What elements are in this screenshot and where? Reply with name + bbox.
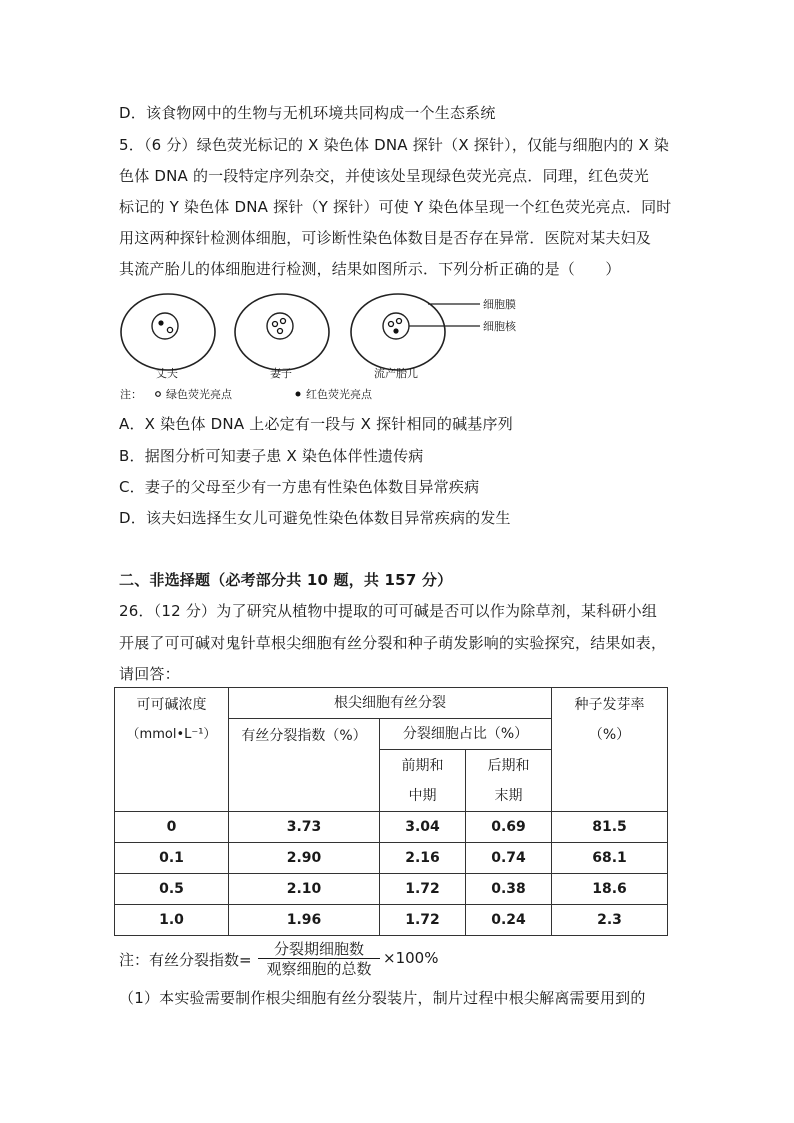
table-cell: 0.5 bbox=[115, 874, 229, 905]
red-dot bbox=[393, 328, 398, 333]
cell-label-husband: 丈夫 bbox=[156, 367, 178, 380]
q5-option-d: D．该夫妇选择生女儿可避免性染色体数目异常疾病的发生 bbox=[119, 509, 511, 527]
table-cell: 2.90 bbox=[229, 843, 380, 874]
table-row bbox=[115, 812, 668, 843]
cell-label-wife: 妻子 bbox=[270, 367, 292, 380]
table-cell: 0.38 bbox=[466, 874, 552, 905]
membrane-label: 细胞膜 bbox=[483, 298, 516, 311]
table-row bbox=[115, 874, 668, 905]
red-dot bbox=[158, 320, 163, 325]
cell-fetus bbox=[351, 294, 445, 380]
green-dot bbox=[278, 329, 283, 334]
germination-header-label: 种子发芽率 bbox=[574, 697, 645, 713]
cell-husband bbox=[121, 294, 215, 380]
table-cell: 1.72 bbox=[380, 874, 466, 905]
anaphase-telophase-line-2: 末期 bbox=[494, 787, 523, 804]
figure-note-prefix: 注： bbox=[120, 388, 142, 401]
nucleus-label: 细胞核 bbox=[483, 320, 516, 333]
q5-stem-line-1: 5．（6 分）绿色荧光标记的 X 染色体 DNA 探针（X 探针），仅能与细胞内的 X 染 bbox=[119, 136, 670, 154]
cocoa-alkaloid-results-table bbox=[114, 687, 668, 936]
cell-nucleus bbox=[267, 313, 293, 339]
formula-suffix: ×100% bbox=[383, 949, 439, 967]
q5-option-b: B．据图分析可知妻子患 X 染色体伴性遗传病 bbox=[119, 447, 424, 465]
section-2-title: 二、非选择题（必考部分共 10 题，共 157 分） bbox=[119, 571, 453, 589]
table-cell: 1.96 bbox=[229, 905, 380, 936]
formula-denominator: 观察细胞的总数 bbox=[266, 960, 372, 978]
concentration-header-label: 可可碱浓度 bbox=[136, 697, 207, 713]
q26-stem-line-2: 开展了可可碱对鬼针草根尖细胞有丝分裂和种子萌发影响的实验探究，结果如表， bbox=[119, 634, 667, 652]
cell-label-fetus: 流产胎儿 bbox=[374, 367, 418, 380]
green-legend-icon bbox=[156, 392, 161, 397]
table-cell: 0.24 bbox=[466, 905, 552, 936]
concentration-header bbox=[115, 688, 229, 812]
table-cell: 0.1 bbox=[115, 843, 229, 874]
q5-stem-line-5: 其流产胎儿的体细胞进行检测，结果如图所示．下列分析正确的是（ ） bbox=[119, 260, 621, 278]
table-cell: 3.73 bbox=[229, 812, 380, 843]
table-row bbox=[115, 905, 668, 936]
q26-stem-line-1: 26．（12 分）为了研究从植物中提取的可可碱是否可以作为除草剂，某科研小组 bbox=[119, 602, 658, 620]
q26-stem-line-3: 请回答： bbox=[119, 665, 180, 683]
formula-fraction bbox=[258, 940, 380, 979]
table-cell: 2.16 bbox=[380, 843, 466, 874]
cell-nucleus bbox=[383, 313, 409, 339]
anaphase-telophase-line-1: 后期和 bbox=[487, 757, 530, 774]
table-cell: 0.69 bbox=[466, 812, 552, 843]
table-cell: 1.0 bbox=[115, 905, 229, 936]
table-cell: 68.1 bbox=[552, 843, 668, 874]
cell-nucleus bbox=[152, 313, 178, 339]
prophase-metaphase-line-1: 前期和 bbox=[401, 757, 444, 774]
q4-option-d: D．该食物网中的生物与无机环境共同构成一个生态系统 bbox=[119, 104, 496, 122]
q5-option-c: C．妻子的父母至少有一方患有性染色体数目异常疾病 bbox=[119, 478, 480, 496]
concentration-unit: （mmol•L⁻¹） bbox=[126, 727, 217, 742]
table-cell: 3.04 bbox=[380, 812, 466, 843]
germination-header bbox=[552, 688, 668, 812]
q5-stem-line-3: 标记的 Y 染色体 DNA 探针（Y 探针）可使 Y 染色体呈现一个红色荧光亮点．同时 bbox=[119, 198, 672, 216]
red-legend-icon bbox=[296, 392, 301, 397]
green-legend-label: 绿色荧光亮点 bbox=[166, 388, 232, 401]
table-cell: 81.5 bbox=[552, 812, 668, 843]
phase-ratio-header: 分裂细胞占比（%） bbox=[380, 719, 552, 750]
table-cell: 2.3 bbox=[552, 905, 668, 936]
table-cell: 2.10 bbox=[229, 874, 380, 905]
q26-subquestion-1: （1）本实验需要制作根尖细胞有丝分裂装片，制片过程中根尖解离需要用到的 bbox=[119, 989, 646, 1007]
cell-wife bbox=[235, 294, 329, 380]
green-dot bbox=[397, 319, 402, 324]
green-dot bbox=[389, 322, 394, 327]
prophase-metaphase-line-2: 中期 bbox=[408, 787, 437, 804]
table-cell: 0 bbox=[115, 812, 229, 843]
green-dot bbox=[281, 319, 286, 324]
q5-option-a: A．X 染色体 DNA 上必定有一段与 X 探针相同的碱基序列 bbox=[119, 415, 513, 433]
mitotic-index-header: 有丝分裂指数（%） bbox=[229, 719, 380, 812]
germination-unit: （%） bbox=[588, 727, 631, 743]
table-row bbox=[115, 843, 668, 874]
prophase-metaphase-header bbox=[380, 750, 466, 812]
formula-numerator: 分裂期细胞数 bbox=[258, 940, 380, 959]
cell-probe-figure bbox=[118, 292, 558, 410]
green-dot bbox=[273, 322, 278, 327]
q5-stem-line-4: 用这两种探针检测体细胞，可诊断性染色体数目是否存在异常．医院对某夫妇及 bbox=[119, 229, 652, 247]
green-dot bbox=[167, 327, 172, 332]
table-cell: 0.74 bbox=[466, 843, 552, 874]
anaphase-telophase-header bbox=[466, 750, 552, 812]
formula-prefix: 注：有丝分裂指数= bbox=[119, 951, 252, 969]
mitosis-group-header: 根尖细胞有丝分裂 bbox=[229, 688, 552, 719]
table-cell: 1.72 bbox=[380, 905, 466, 936]
table-cell: 18.6 bbox=[552, 874, 668, 905]
q5-stem-line-2: 色体 DNA 的一段特定序列杂交，并使该处呈现绿色荧光亮点．同理，红色荧光 bbox=[119, 167, 649, 185]
red-legend-label: 红色荧光亮点 bbox=[306, 388, 372, 401]
